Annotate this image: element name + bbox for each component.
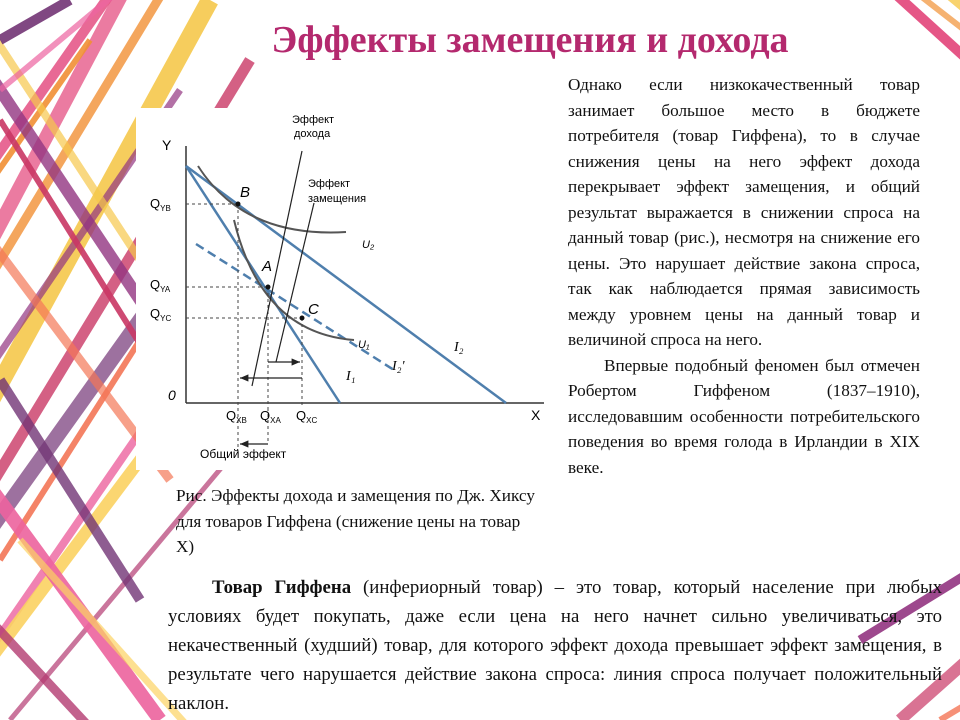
origin-label: 0 xyxy=(168,387,176,403)
figure-caption: Рис. Эффекты дохода и замещения по Дж. Хиксу для товаров Гиффена (снижение цены на товар X) xyxy=(176,486,535,556)
point-a-label: A xyxy=(262,258,273,275)
hicks-diagram xyxy=(136,108,554,470)
income-effect-label-2: дохода xyxy=(294,128,331,140)
q-yc-label: $Q_{YC}$ xyxy=(150,306,172,323)
paragraph-giffen-explanation: Однако если низкокачественный товар занимает большое место в бюджете потребителя (товар Гиффена), то в случае снижения цены на него эффект дохода перекрывает эффект замещения, и общий результат выражается в снижении спроса на данный товар (рис.), несмотря на снижение его цены. Это нарушает действие закона спроса, так как наблюдается прямая зависимость между уровнем цены на данный товар и величиной спроса на него. xyxy=(568,75,920,349)
page-title: Эффекты замещения и дохода xyxy=(271,19,789,61)
u2-label: U₂ xyxy=(362,239,375,251)
q-xb-label: $Q_{XB}$ xyxy=(226,408,247,425)
giffen-definition-text: (инфериорный товар) – это товар, который население при любых условиях будет покупать, даже если цена на него начнет сильно увеличиваться, это некачественный (худший) товар, для которого эффект дохода превышает эффект замещения, в результате чего нарушается действие закона спроса: линия спроса получает положительный наклон. xyxy=(168,577,943,714)
q-ya-label: $Q_{YA}$ xyxy=(150,277,171,294)
q-xc-label: $Q_{XC}$ xyxy=(296,408,318,425)
point-b-label: B xyxy=(240,184,251,201)
point-c xyxy=(300,316,305,321)
point-a xyxy=(266,285,271,290)
y-axis-label: Y xyxy=(162,137,172,153)
paragraph-giffen-history: Впервые подобный феномен был отмечен Робертом Гиффеном (1837–1910), исследовавшим особенности потребительского поведения во время голода в Ирландии в XIX веке. xyxy=(568,355,920,477)
giffen-definition xyxy=(168,573,942,718)
hicks-diagram-svg xyxy=(136,108,554,470)
q-yb-label: $Q_{YB}$ xyxy=(150,196,171,213)
substitution-effect-label-2: замещения xyxy=(308,193,367,205)
income-effect-pointer xyxy=(252,151,302,386)
i2-label: I₂ xyxy=(454,340,464,355)
total-effect-label: Общий эффект xyxy=(200,447,287,461)
x-axis-label: X xyxy=(531,407,541,423)
point-b xyxy=(236,202,241,207)
giffen-definition-block xyxy=(168,573,942,718)
right-text-block xyxy=(568,72,920,480)
q-xa-label: $Q_{XA}$ xyxy=(260,408,281,425)
point-c-label: C xyxy=(308,301,319,318)
budget-line-i2-prime xyxy=(196,244,394,370)
i1-label: I₁ xyxy=(346,369,356,384)
income-effect-label-1: Эффект xyxy=(292,114,335,126)
giffen-term: Товар Гиффена xyxy=(212,577,352,598)
indifference-curve-u1 xyxy=(234,220,354,340)
substitution-effect-label-1: Эффект xyxy=(308,178,351,190)
u1-label: U₁ xyxy=(358,339,370,351)
decorative-stripe xyxy=(940,690,960,720)
i2-prime-label: I₂' xyxy=(392,359,405,374)
